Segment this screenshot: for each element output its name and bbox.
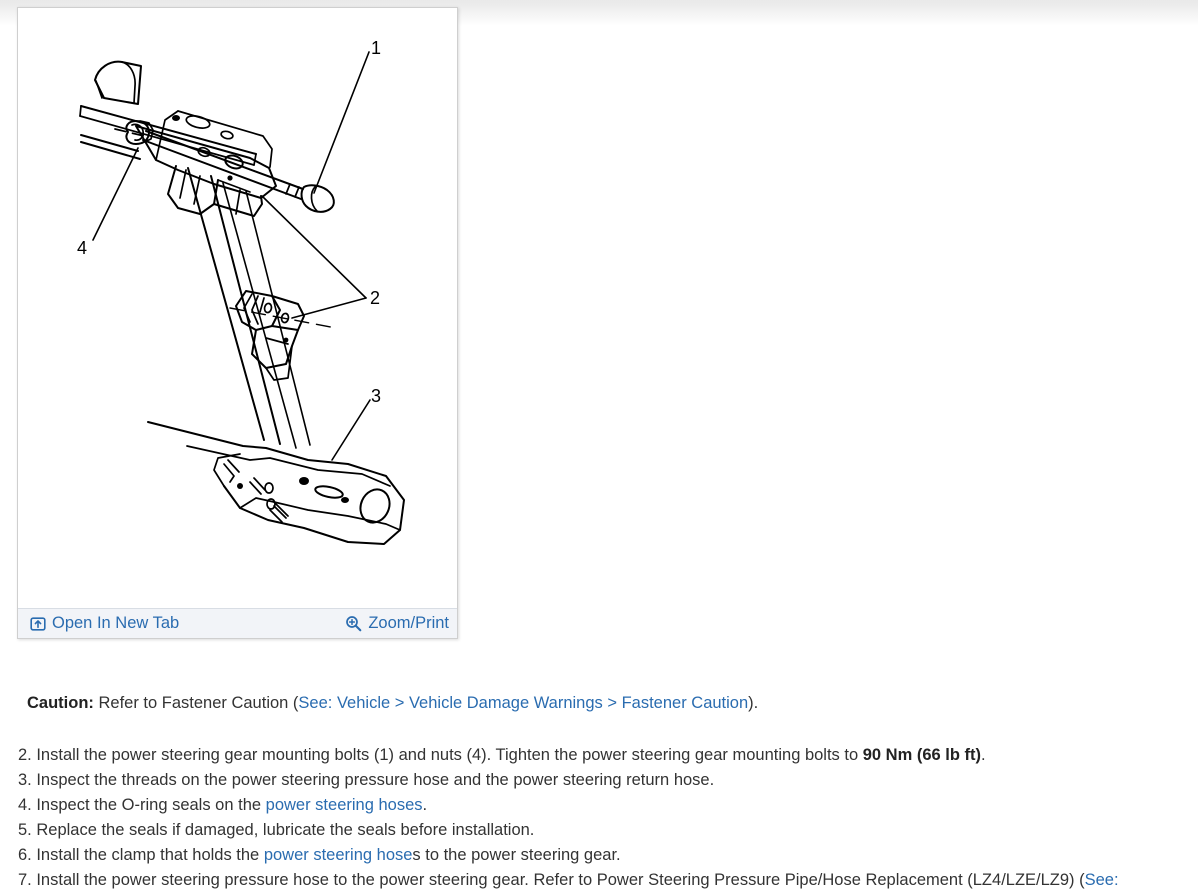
step-text: Inspect the O-ring seals on the <box>31 796 266 814</box>
figure-callout-4: 4 <box>77 238 88 258</box>
zoom-print-label: Zoom/Print <box>368 614 449 632</box>
step-number: 6. <box>18 846 32 864</box>
procedure-step <box>18 743 1198 768</box>
figure-callout-2: 2 <box>370 288 381 308</box>
step-number: 7. <box>18 871 32 889</box>
fastener-caution-link[interactable]: See: Vehicle > Vehicle Damage Warnings > Fastener Caution <box>298 694 749 712</box>
step-link[interactable]: power steering hose <box>263 846 413 864</box>
open-in-new-tab-label: Open In New Tab <box>52 614 180 632</box>
figure-callout-3: 3 <box>371 386 382 406</box>
step-text: . <box>422 796 428 814</box>
step-number: 3. <box>18 771 32 789</box>
step-number: 4. <box>18 796 32 814</box>
step-text: Install the power steering pressure hose to the power steering gear. Refer to Power Steering Pressure Pipe/Hose Replacement (LZ4/LZE/LZ9) ( <box>31 871 1085 889</box>
procedure-step-list <box>18 743 1198 893</box>
step-text: . <box>981 746 986 764</box>
open-in-new-tab-icon <box>30 616 46 632</box>
steering-gear-line-drawing <box>18 8 457 608</box>
step-text: Install the clamp that holds the <box>31 846 264 864</box>
procedure-step <box>18 793 1198 818</box>
caution-paragraph <box>27 692 758 714</box>
magnifier-plus-icon <box>345 615 362 632</box>
figure-viewer-panel <box>17 7 458 639</box>
step-text: Inspect the threads on the power steering pressure hose and the power steering return hose. <box>31 771 715 789</box>
procedure-step <box>18 868 1198 893</box>
step-number: 5. <box>18 821 32 839</box>
figure-image[interactable] <box>18 8 457 608</box>
step-link[interactable]: power steering hoses <box>265 796 423 814</box>
figure-callout-1: 1 <box>371 38 382 58</box>
caution-text-after: ). <box>748 694 759 712</box>
torque-spec: 90 Nm (66 lb ft) <box>862 746 982 764</box>
procedure-step <box>18 818 1198 843</box>
procedure-step <box>18 843 1198 868</box>
step-link[interactable]: See: <box>1084 871 1119 889</box>
caution-text-before: Refer to Fastener Caution ( <box>93 694 299 712</box>
caution-label: Caution: <box>27 694 94 712</box>
step-text: Install the power steering gear mounting bolts (1) and nuts (4). Tighten the power steering gear mounting bolts to <box>31 746 863 764</box>
step-number: 2. <box>18 746 32 764</box>
open-in-new-tab-button[interactable] <box>30 614 179 633</box>
step-text: s to the power steering gear. <box>412 846 621 864</box>
figure-toolbar <box>18 608 457 638</box>
procedure-step <box>18 768 1198 793</box>
zoom-print-button[interactable] <box>345 614 449 633</box>
step-text: Replace the seals if damaged, lubricate the seals before installation. <box>31 821 535 839</box>
